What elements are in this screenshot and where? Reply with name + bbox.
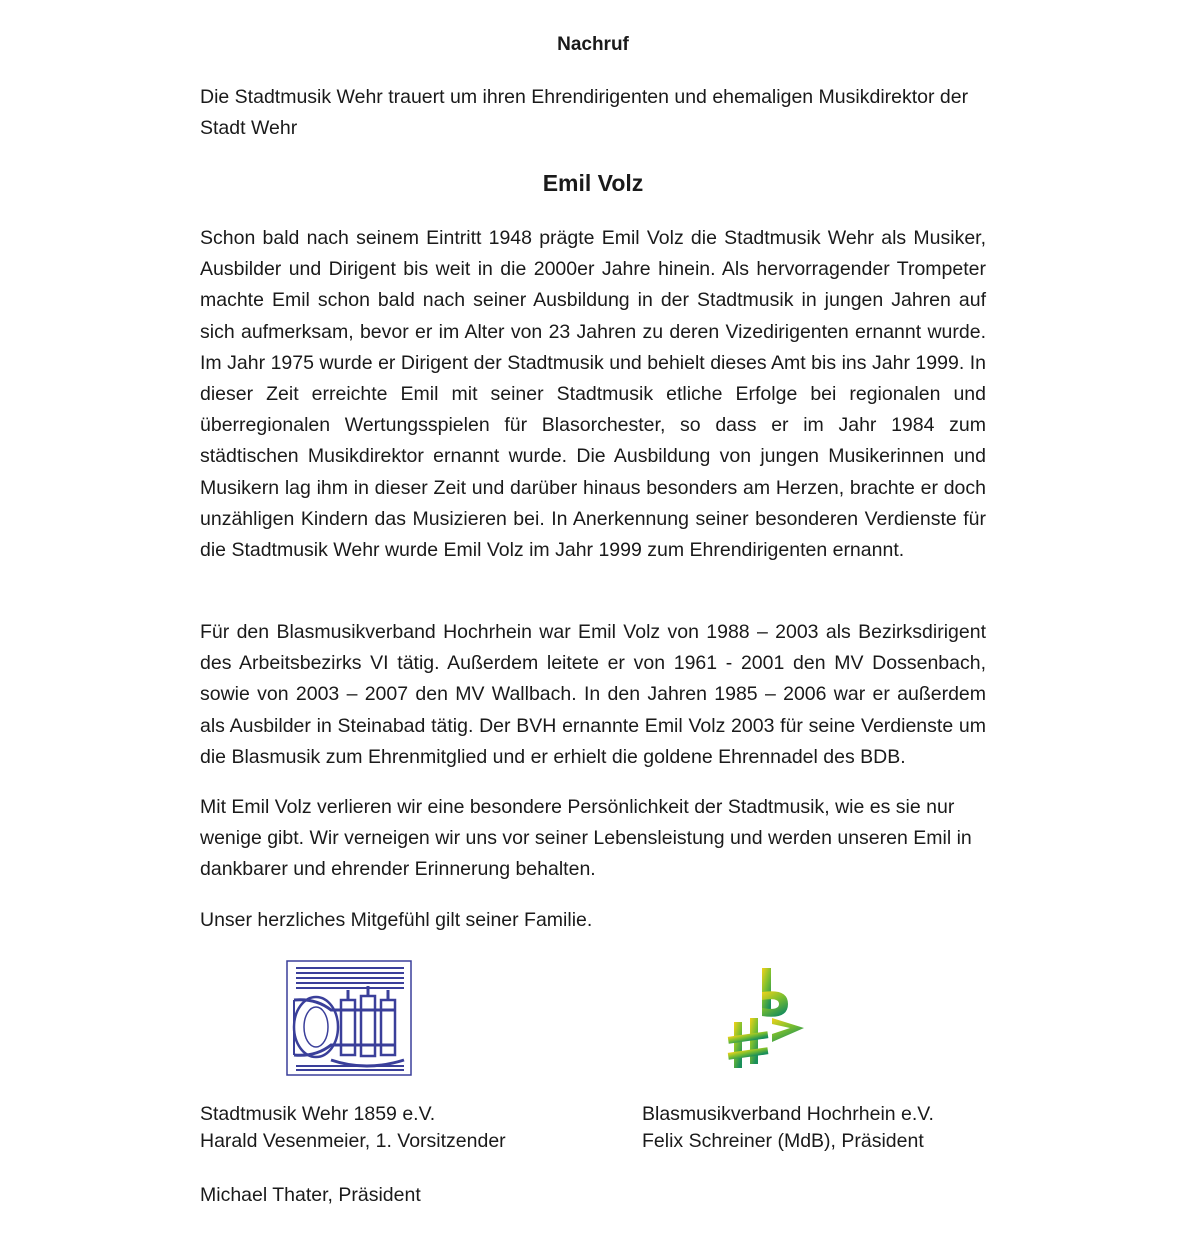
signature-org: Stadtmusik Wehr 1859 e.V. <box>200 1103 436 1125</box>
paragraph-association: Für den Blasmusikverband Hochrhein war Emil Volz von 1988 – 2003 als Bezirksdirigent des Arbeitsbezirks VI tätig. Außerdem leitete er von 1961 - 2001 den MV Dossenbach, sowie von 2003 – 2007 den MV Wallbach. In den Jahren 1985 – 2006 war er außerdem als Ausbilder in Steinabad tätig. Der BVH ernannte Emil Volz 2003 für seine Verdienste um die Blasmusik zum Ehrenmitglied und er erhielt die goldene Ehrennadel des BDB. <box>200 621 986 768</box>
signature-person: Michael Thater, Präsident <box>200 1184 421 1206</box>
signature-person: Harald Vesenmeier, 1. Vorsitzender <box>200 1130 506 1152</box>
signature-org: Blasmusikverband Hochrhein e.V. <box>642 1103 934 1125</box>
paragraph-biography: Schon bald nach seinem Eintritt 1948 prägte Emil Volz die Stadtmusik Wehr als Musiker, Ausbilder und Dirigent bis weit in die 2000er Jahre hinein. Als hervorragender Trompeter machte Emil schon bald nach seiner Ausbildung in der Stadtmusik in jungen Jahren auf sich aufmerksam, bevor er im Alter von 23 Jahren zu deren Vizedirigenten ernannt wurde. Im Jahr 1975 wurde er Dirigent der Stadtmusik und behielt dieses Amt bis ins Jahr 1999. In dieser Zeit erreichte Emil mit seiner Stadtmusik etliche Erfolge bei regionalen und überregionalen Wertungsspielen für Blasorchester, so dass er im Jahr 1984 zum städtischen Musikdirektor ernannt wurde. Die Ausbildung von jungen Musikerinnen und Musikern lag ihm in dieser Zeit und darüber hinaus besonders am Herzen, brachte er doch unzähligen Kindern das Musizieren bei. In Anerkennung seiner besonderen Verdienste für die Stadtmusik Wehr wurde Emil Volz im Jahr 1999 zum Ehrendirigenten ernannt. <box>200 227 986 562</box>
page-heading: Nachruf <box>557 34 629 55</box>
deceased-name: Emil Volz <box>542 170 644 196</box>
paragraph-condolence: Unser herzliches Mitgefühl gilt seiner Familie. <box>200 909 593 931</box>
signature-person: Felix Schreiner (MdB), Präsident <box>642 1130 924 1152</box>
stadtmusik-brass-instrument-logo-icon <box>286 960 412 1076</box>
intro-text: Die Stadtmusik Wehr trauert um ihren Ehrendirigenten und ehemaligen Musikdirektor der Stadt Wehr <box>200 86 969 139</box>
signature-blasmusikverband <box>642 1101 934 1155</box>
signature-president <box>200 1182 421 1209</box>
signature-stadtmusik <box>200 1101 506 1155</box>
bvh-letters-logo-icon <box>724 966 808 1070</box>
paragraph-tribute: Mit Emil Volz verlieren wir eine besondere Persönlichkeit der Stadtmusik, wie es sie nur wenige gibt. Wir verneigen wir uns vor seiner Lebensleistung und werden unseren Emil in dankbarer und ehrender Erinnerung behalten. <box>200 796 972 881</box>
